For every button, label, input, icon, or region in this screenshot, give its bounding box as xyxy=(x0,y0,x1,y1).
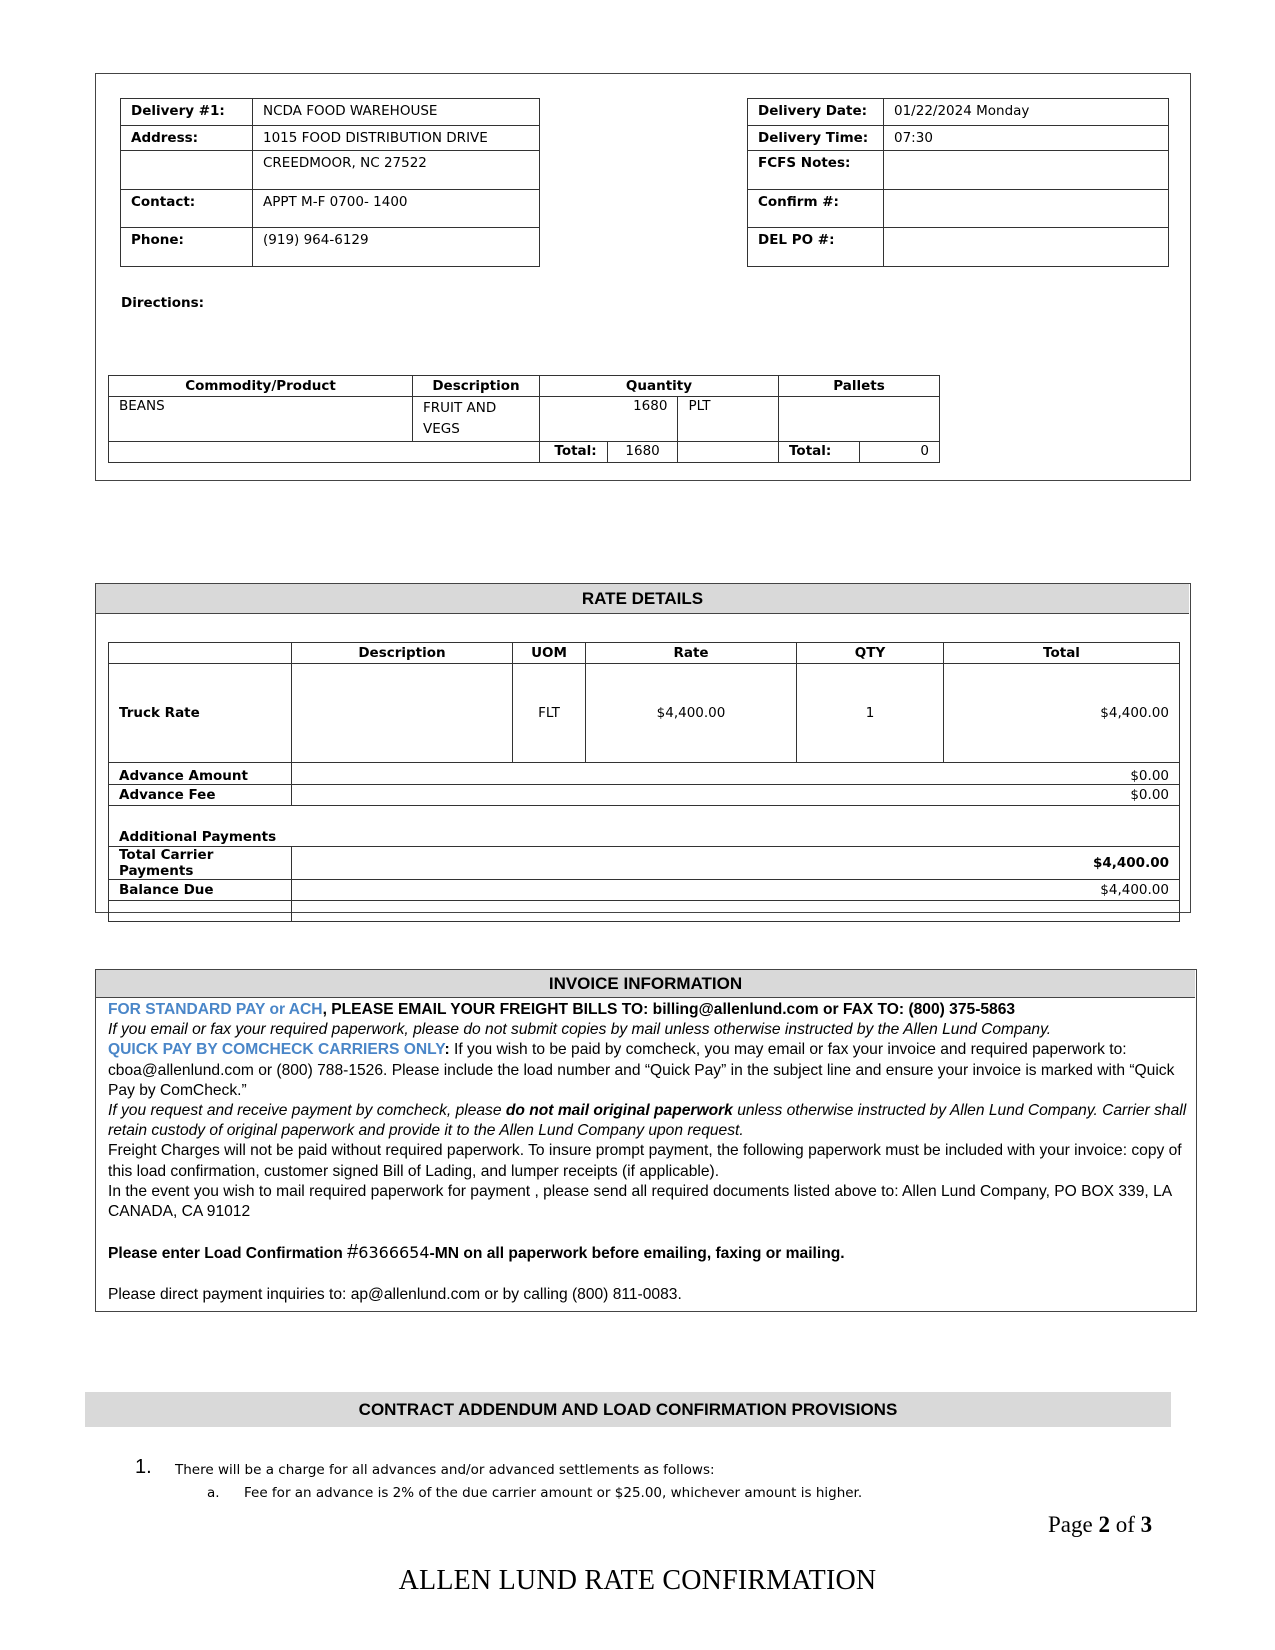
table-row xyxy=(748,126,1169,151)
standard-pay-instructions: , PLEASE EMAIL YOUR FREIGHT BILLS TO: billing@allenlund.com or FAX TO: (800) 375-5863 xyxy=(322,1001,1016,1018)
table-row xyxy=(121,190,540,228)
quick-pay-text: If you wish to be paid by comcheck, you may email or fax your invoice and required paperwork to: cboa@allenlund.com or (800) 788-1526. Please include the load number and “Quick Pay” in the subject line and ensure your invoice is marked with “Quick Pay by ComCheck.” xyxy=(108,1041,1175,1099)
advance-fee-label: Advance Fee xyxy=(109,785,292,806)
truck-rate-uom: FLT xyxy=(513,664,586,763)
quantity-header: Quantity xyxy=(540,376,779,397)
mail-paperwork-paragraph: In the event you wish to mail required paperwork for payment , please send all required documents listed above to: Allen Lund Company, PO BOX 339, LA CANADA, CA 91012 xyxy=(108,1182,1172,1221)
page-prefix: Page xyxy=(1048,1512,1099,1537)
truck-rate-description xyxy=(292,664,513,763)
delivery-time-value: 07:30 xyxy=(884,126,1169,151)
table-row xyxy=(748,99,1169,126)
page-number xyxy=(1048,1512,1152,1538)
rate-label-header xyxy=(109,643,292,664)
page-of: of xyxy=(1109,1512,1141,1537)
quantity-cell: 1680 xyxy=(540,397,678,442)
del-po-value xyxy=(884,228,1169,267)
blank-total-cell xyxy=(109,442,540,463)
confirm-number-label: Confirm #: xyxy=(748,190,884,228)
table-total-row xyxy=(109,442,940,463)
delivery-time-label: Delivery Time: xyxy=(748,126,884,151)
total-carrier-payments-label: Total Carrier Payments xyxy=(109,847,292,880)
table-row xyxy=(748,228,1169,267)
truck-rate-total: $4,400.00 xyxy=(944,664,1180,763)
table-row xyxy=(109,397,940,442)
contact-value: APPT M-F 0700- 1400 xyxy=(253,190,540,228)
phone-value: (919) 964-6129 xyxy=(253,228,540,267)
truck-rate-rate: $4,400.00 xyxy=(586,664,797,763)
load-confirmation-line xyxy=(108,1242,1188,1264)
pallets-total-value: 0 xyxy=(860,442,940,463)
additional-payments-label: Additional Payments xyxy=(109,806,1180,847)
commodity-header: Commodity/Product xyxy=(109,376,413,397)
contact-label: Contact: xyxy=(121,190,253,228)
payment-inquiries-line: Please direct payment inquiries to: ap@allenlund.com or by calling (800) 811-0083. xyxy=(108,1286,682,1304)
product-description-cell xyxy=(413,397,540,442)
unit-total-cell xyxy=(678,442,779,463)
quick-pay-highlight: QUICK PAY BY COMCHECK CARRIERS ONLY xyxy=(108,1041,445,1059)
page-total: 3 xyxy=(1140,1512,1153,1537)
rate-uom-header: UOM xyxy=(513,643,586,664)
table-row xyxy=(121,126,540,151)
table-row xyxy=(109,847,1180,880)
advance-fee-value: $0.00 xyxy=(292,785,1180,806)
delivery-section xyxy=(95,73,1191,481)
advance-amount-value: $0.00 xyxy=(292,763,1180,785)
delivery-location-value: NCDA FOOD WAREHOUSE xyxy=(253,99,540,126)
total-carrier-payments-value: $4,400.00 xyxy=(292,847,1180,880)
invoice-information-section xyxy=(95,969,1197,1312)
quantity-total-value: 1680 xyxy=(607,442,678,463)
page-current: 2 xyxy=(1098,1512,1110,1537)
invoice-information-title: INVOICE INFORMATION xyxy=(96,970,1195,998)
truck-rate-label: Truck Rate xyxy=(109,664,292,763)
quick-pay-colon: : xyxy=(444,1041,450,1059)
address-line2-value: CREEDMOOR, NC 27522 xyxy=(253,151,540,190)
description-line1: FRUIT AND xyxy=(423,400,497,416)
load-confirmation-suffix: -MN on all paperwork before emailing, faxing or mailing. xyxy=(429,1245,845,1263)
table-row xyxy=(121,99,540,126)
description-header: Description xyxy=(413,376,540,397)
invoice-text-body xyxy=(108,1000,1188,1306)
delivery-date-value: 01/22/2024 Monday xyxy=(884,99,1169,126)
rate-rate-header: Rate xyxy=(586,643,797,664)
table-header-row xyxy=(109,376,940,397)
sub-item-text: Fee for an advance is 2% of the due carrier amount or $25.00, whichever amount is higher. xyxy=(244,1485,863,1501)
blank-cell xyxy=(109,901,292,922)
list-item-number: 1. xyxy=(135,1456,152,1478)
confirm-number-value xyxy=(884,190,1169,228)
unit-cell: PLT xyxy=(678,397,779,442)
pallets-total-label: Total: xyxy=(779,442,860,463)
balance-due-label: Balance Due xyxy=(109,880,292,901)
commodity-table xyxy=(108,375,940,463)
rate-qty-header: QTY xyxy=(797,643,944,664)
table-row xyxy=(748,190,1169,228)
contract-addendum-title: CONTRACT ADDENDUM AND LOAD CONFIRMATION PROVISIONS xyxy=(85,1392,1171,1427)
table-row xyxy=(121,228,540,267)
directions-label: Directions: xyxy=(121,295,205,311)
quantity-total-label: Total: xyxy=(540,442,608,463)
comcheck-paragraph xyxy=(108,1101,1188,1141)
advance-amount-label: Advance Amount xyxy=(109,763,292,785)
comcheck-post: unless otherwise instructed by Allen Lund Company. Carrier shall retain custody of original paperwork and provide it to the Allen Lund Company upon request. xyxy=(108,1102,1187,1140)
pallets-cell xyxy=(779,397,940,442)
list-item-text: There will be a charge for all advances and/or advanced settlements as follows: xyxy=(175,1462,715,1478)
blank-cell xyxy=(292,901,1180,922)
pallets-header: Pallets xyxy=(779,376,940,397)
load-number: 6366654 xyxy=(358,1243,430,1263)
table-row xyxy=(109,664,1180,763)
comcheck-pre: If you request and receive payment by comcheck, please xyxy=(108,1102,506,1120)
rate-table xyxy=(108,642,1180,922)
freight-charges-paragraph: Freight Charges will not be paid without required paperwork. To insure prompt payment, the following paperwork must be included with your invoice: copy of this load confirmation, customer signed Bill of Lading, and lumper receipts (if applicable). xyxy=(108,1142,1182,1180)
fcfs-notes-value xyxy=(884,151,1169,190)
delivery-date-label: Delivery Date: xyxy=(748,99,884,126)
balance-due-value: $4,400.00 xyxy=(292,880,1180,901)
hash-symbol: # xyxy=(347,1241,359,1264)
standard-pay-line xyxy=(108,1000,1188,1020)
phone-label: Phone: xyxy=(121,228,253,267)
address-label: Address: xyxy=(121,126,253,151)
product-cell: BEANS xyxy=(109,397,413,442)
document-title: ALLEN LUND RATE CONFIRMATION xyxy=(398,1565,877,1596)
delivery-number-label: Delivery #1: xyxy=(121,99,253,126)
table-row xyxy=(109,806,1180,847)
table-row xyxy=(109,880,1180,901)
fcfs-notes-label: FCFS Notes: xyxy=(748,151,884,190)
sub-item-letter: a. xyxy=(207,1485,220,1501)
quick-pay-paragraph xyxy=(108,1040,1188,1101)
address-line1-value: 1015 FOOD DISTRIBUTION DRIVE xyxy=(253,126,540,151)
table-row xyxy=(109,901,1180,922)
description-line2: VEGS xyxy=(423,421,460,437)
table-row xyxy=(109,763,1180,785)
rate-description-header: Description xyxy=(292,643,513,664)
del-po-label: DEL PO #: xyxy=(748,228,884,267)
truck-rate-qty: 1 xyxy=(797,664,944,763)
rate-details-section xyxy=(95,583,1191,913)
table-row xyxy=(748,151,1169,190)
table-header-row xyxy=(109,643,1180,664)
standard-pay-highlight: FOR STANDARD PAY or ACH xyxy=(108,1001,323,1018)
table-row xyxy=(109,785,1180,806)
delivery-schedule-table xyxy=(747,98,1169,267)
load-confirmation-pre: Please enter Load Confirmation xyxy=(108,1245,348,1263)
delivery-address-table xyxy=(120,98,540,267)
comcheck-bold: do not mail original paperwork xyxy=(505,1102,733,1120)
rate-total-header: Total xyxy=(944,643,1180,664)
table-row xyxy=(121,151,540,190)
address-blank-label xyxy=(121,151,253,190)
email-fax-notice: If you email or fax your required paperwork, please do not submit copies by mail unless otherwise instructed by the Allen Lund Company. xyxy=(108,1021,1052,1039)
rate-details-title: RATE DETAILS xyxy=(96,584,1189,614)
